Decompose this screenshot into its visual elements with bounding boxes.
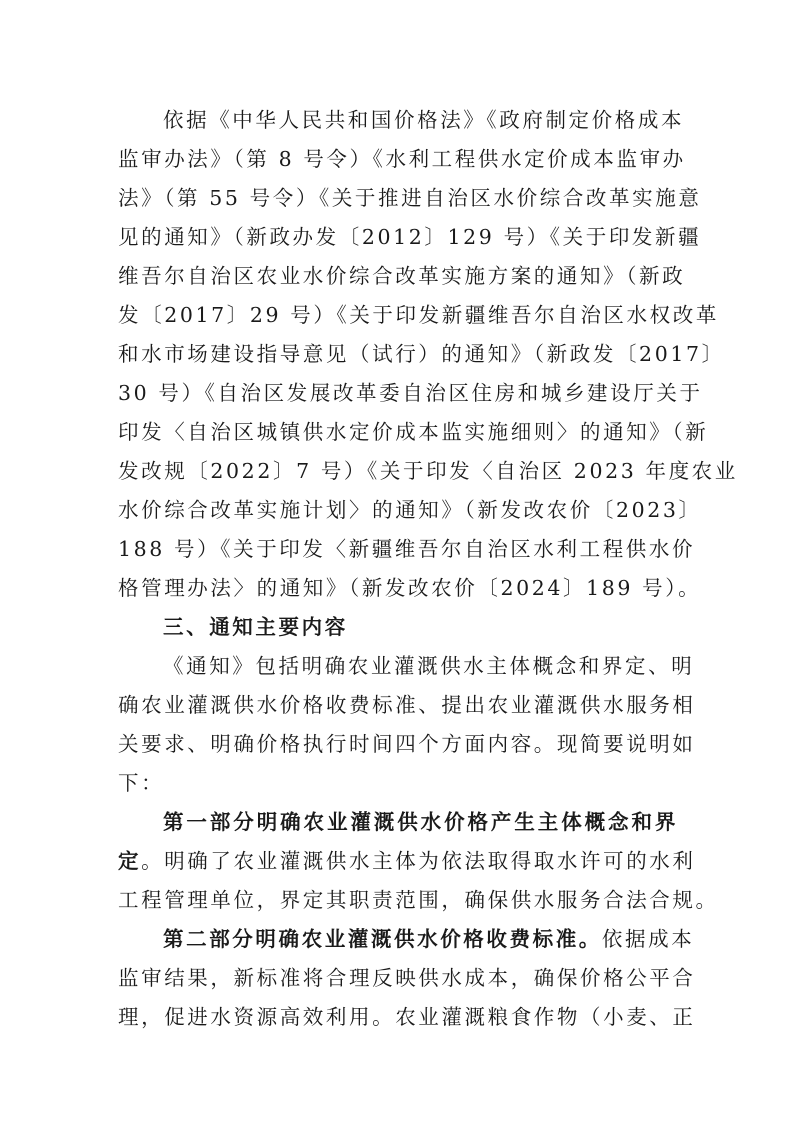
part2-body-start: 依据成本 (601, 927, 695, 951)
part1-line-3: 工程管理单位，界定其职责范围，确保供水服务合法合规。 (118, 888, 719, 912)
basis-line-13: 格管理办法〉的通知》（新发改农价〔2024〕189 号）。 (118, 576, 702, 600)
basis-line-7: 和水市场建设指导意见（试行）的通知》（新政发〔2017〕 (118, 342, 725, 366)
basis-line-1: 依据《中华人民共和国价格法》《政府制定价格成本 (163, 108, 685, 132)
basis-line-11: 水价综合改革实施计划〉的通知》（新发改农价〔2023〕 (118, 498, 702, 522)
part1-heading-line-1: 第一部分明确农业灌溉供水价格产生主体概念和界 (163, 810, 678, 834)
basis-line-2: 监审办法》（第 8 号令）《水利工程供水定价成本监审办 (118, 147, 686, 171)
notice-line-3: 关要求、明确价格执行时间四个方面内容。现简要说明如 (118, 732, 696, 756)
basis-line-3: 法》（第 55 号令）《关于推进自治区水价综合改革实施意 (118, 186, 702, 210)
basis-line-6: 发〔2017〕29 号）《关于印发新疆维吾尔自治区水权改革 (118, 303, 719, 327)
part1-heading-tail: 定 (118, 849, 142, 873)
basis-line-9: 印发〈自治区城镇供水定价成本监实施细则〉的通知》（新 (118, 420, 709, 444)
basis-line-8: 30 号）《自治区发展改革委自治区住房和城乡建设厅关于 (118, 381, 703, 405)
notice-line-2: 确农业灌溉供水价格收费标准、提出农业灌溉供水服务相 (118, 693, 696, 717)
basis-line-10: 发改规〔2022〕7 号）《关于印发〈自治区 2023 年度农业 (118, 459, 738, 483)
basis-line-4: 见的通知》（新政办发〔2012〕129 号）《关于印发新疆 (118, 225, 702, 249)
notice-line-4: 下： (118, 771, 165, 795)
part1-line-2 (118, 847, 696, 875)
part1-body-start: 。明确了农业灌溉供水主体为依法取得取水许可的水利 (141, 849, 696, 873)
basis-line-12: 188 号）《关于印发〈新疆维吾尔自治区水利工程供水价 (118, 537, 696, 561)
notice-line-1: 《通知》包括明确农业灌溉供水主体概念和界定、明 (163, 654, 695, 678)
section-heading: 三、通知主要内容 (163, 615, 348, 639)
part2-line-3: 理，促进水资源高效利用。农业灌溉粮食作物（小麦、正 (118, 1005, 696, 1029)
part2-heading: 第二部分明确农业灌溉供水价格收费标准。 (163, 927, 602, 951)
basis-line-5: 维吾尔自治区农业水价综合改革实施方案的通知》（新政 (118, 264, 686, 288)
part2-line-2: 监审结果，新标准将合理反映供水成本，确保价格公平合 (118, 966, 696, 990)
part2-line-1 (163, 925, 695, 953)
